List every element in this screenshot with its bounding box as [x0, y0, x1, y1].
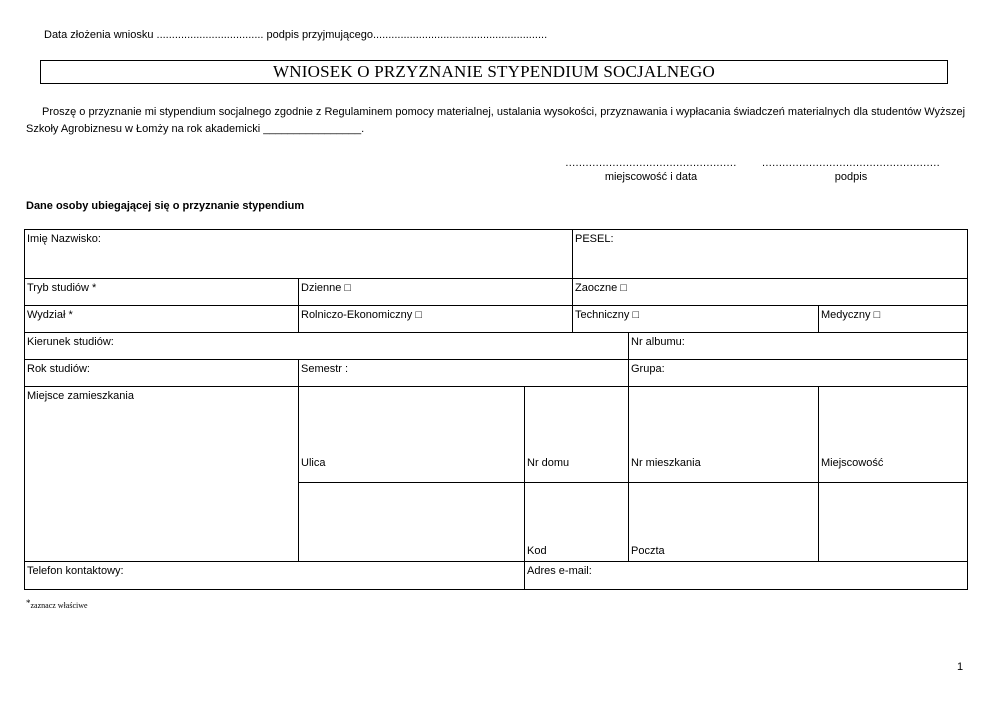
group-label: Grupa:: [631, 363, 665, 375]
study-mode-label: Tryb studiów *: [27, 282, 97, 294]
residence-label: Miejsce zamieszkania: [27, 390, 134, 402]
faculty-agri-checkbox[interactable]: [298, 305, 573, 333]
faculty-label: Wydział *: [27, 309, 73, 321]
album-number-label: Nr albumu:: [631, 336, 685, 348]
submission-date-label: Data złożenia wniosku: [44, 29, 154, 41]
flat-number-field[interactable]: [628, 386, 819, 483]
faculty-tech-checkbox[interactable]: [572, 305, 819, 333]
study-year-label: Rok studiów:: [27, 363, 90, 375]
study-mode-parttime-label: Zaoczne □: [575, 282, 627, 294]
residence-label-cell: [24, 386, 299, 562]
submission-line: [44, 29, 547, 41]
name-label: Imię Nazwisko:: [27, 233, 101, 245]
post-office-label: Poczta: [631, 545, 665, 557]
field-of-study-field[interactable]: [24, 332, 629, 360]
footnote-text: zaznacz właściwe: [30, 601, 88, 610]
signature-dots[interactable]: .....................................................: [762, 157, 940, 169]
place-date-label: miejscowość i data: [604, 171, 698, 183]
study-mode-fulltime-label: Dzienne □: [301, 282, 352, 294]
house-number-field[interactable]: [524, 386, 629, 483]
receiver-signature-label: podpis przyjmującego: [266, 29, 373, 41]
signature-label: podpis: [834, 171, 868, 183]
faculty-med-label: Medyczny □: [821, 309, 881, 321]
request-text: Proszę o przyznanie mi stypendium socjalnego zgodnie z Regulaminem pomocy materialnej, ustalania wysokości, przyznawania i wypłacania świadczeń materialnych dla studentów Wyższej Szkoły Agrobiznesu w Łomży na rok akademicki ________________.: [26, 106, 966, 135]
document-title: WNIOSEK O PRZYZNANIE STYPENDIUM SOCJALNEGO: [273, 62, 715, 81]
study-mode-fulltime-checkbox[interactable]: [298, 278, 573, 306]
street-value-field[interactable]: [298, 482, 525, 562]
phone-field[interactable]: [24, 561, 525, 590]
name-field[interactable]: [24, 229, 573, 279]
flat-number-label: Nr mieszkania: [631, 456, 701, 469]
city-field[interactable]: [818, 386, 968, 483]
place-date-signature: [556, 157, 746, 183]
footnote: [26, 598, 88, 610]
place-date-dots[interactable]: ...................................................: [565, 157, 737, 169]
title-box: [40, 60, 948, 84]
album-number-field[interactable]: [628, 332, 968, 360]
semester-label: Semestr :: [301, 363, 349, 375]
study-year-field[interactable]: [24, 359, 299, 387]
pesel-field[interactable]: [572, 229, 968, 279]
study-mode-parttime-checkbox[interactable]: [572, 278, 968, 306]
page-number: 1: [957, 661, 964, 673]
street-field[interactable]: [298, 386, 525, 483]
phone-label: Telefon kontaktowy:: [27, 565, 124, 577]
house-number-label: Nr domu: [527, 456, 570, 469]
semester-field[interactable]: [298, 359, 629, 387]
footnote-mark: *: [26, 598, 31, 608]
receiver-signature-dots[interactable]: .........................................................: [372, 29, 548, 41]
field-of-study-label: Kierunek studiów:: [27, 336, 114, 348]
study-mode-label-cell: [24, 278, 299, 306]
request-paragraph: [26, 104, 966, 138]
city-label: Miejscowość: [821, 456, 884, 469]
faculty-agri-label: Rolniczo-Ekonomiczny □: [301, 309, 422, 321]
email-label: Adres e-mail:: [527, 565, 592, 577]
submission-date-dots[interactable]: ...................................: [156, 29, 264, 41]
postcode-label: Kod: [527, 545, 547, 557]
email-field[interactable]: [524, 561, 968, 590]
faculty-med-checkbox[interactable]: [818, 305, 968, 333]
post-office-field[interactable]: [628, 482, 819, 562]
applicant-form: [24, 229, 968, 590]
section-heading: Dane osoby ubiegającej się o przyznanie stypendium: [26, 200, 305, 212]
city-value-field[interactable]: [818, 482, 968, 562]
postcode-field[interactable]: [524, 482, 629, 562]
faculty-label-cell: [24, 305, 299, 333]
group-field[interactable]: [628, 359, 968, 387]
pesel-label: PESEL:: [575, 233, 614, 245]
faculty-tech-label: Techniczny □: [575, 309, 640, 321]
street-label: Ulica: [301, 456, 326, 469]
applicant-signature: [752, 157, 950, 183]
